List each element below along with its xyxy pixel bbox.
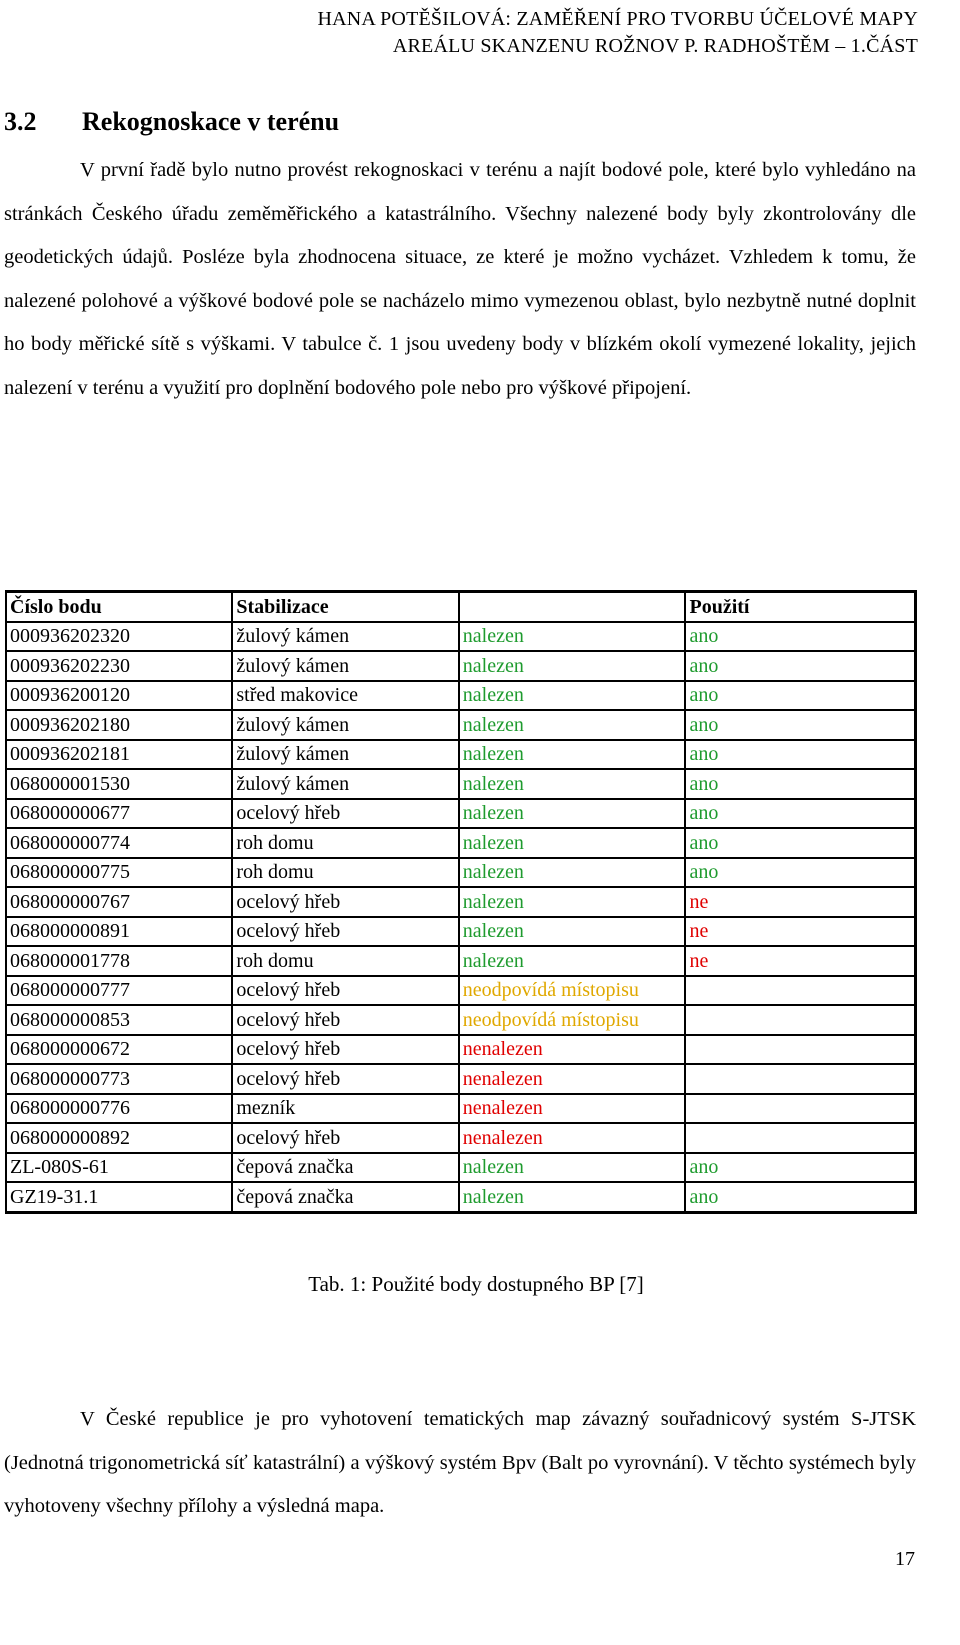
cell-stabilization: roh domu: [232, 946, 458, 976]
cell-point-id: 000936200120: [6, 681, 232, 711]
cell-usage: [685, 1064, 915, 1094]
header-cislo-bodu: Číslo bodu: [6, 592, 232, 622]
table-row: [6, 799, 916, 829]
cell-status: nenalezen: [459, 1123, 686, 1153]
closing-paragraph: V České republice je pro vyhotovení tematických map závazný souřadnicový systém S-JTSK (Jednotná trigonometrická síť katastrální) a výškový systém Bpv (Balt po vyrovnání). V těchto systémech byly vyhotoveny všechny přílohy a výsledná mapa.: [4, 1408, 916, 1517]
table-row: [6, 917, 916, 947]
cell-stabilization: žulový kámen: [232, 740, 458, 770]
cell-status: nalezen: [459, 740, 686, 770]
table-row: [6, 710, 916, 740]
cell-status: nenalezen: [459, 1035, 686, 1065]
table-row: [6, 887, 916, 917]
cell-stabilization: střed makovice: [232, 681, 458, 711]
cell-status: nalezen: [459, 799, 686, 829]
table-row: [6, 681, 916, 711]
cell-stabilization: ocelový hřeb: [232, 799, 458, 829]
cell-point-id: 068000000773: [6, 1064, 232, 1094]
running-header: [317, 6, 918, 60]
cell-point-id: 000936202180: [6, 710, 232, 740]
cell-usage: ano: [685, 828, 915, 858]
cell-status: nalezen: [459, 1182, 686, 1212]
cell-point-id: 000936202230: [6, 651, 232, 681]
cell-usage: [685, 1094, 915, 1124]
cell-status: nalezen: [459, 769, 686, 799]
cell-point-id: 068000001530: [6, 769, 232, 799]
cell-status: nalezen: [459, 828, 686, 858]
cell-stabilization: ocelový hřeb: [232, 1035, 458, 1065]
cell-status: nalezen: [459, 651, 686, 681]
cell-stabilization: ocelový hřeb: [232, 976, 458, 1006]
cell-stabilization: žulový kámen: [232, 769, 458, 799]
cell-usage: ano: [685, 858, 915, 888]
cell-status: nalezen: [459, 710, 686, 740]
cell-stabilization: ocelový hřeb: [232, 917, 458, 947]
table-row: [6, 858, 916, 888]
table-row: [6, 1153, 916, 1183]
cell-point-id: 068000000776: [6, 1094, 232, 1124]
cell-stabilization: ocelový hřeb: [232, 887, 458, 917]
table-row: [6, 740, 916, 770]
cell-usage: [685, 976, 915, 1006]
cell-status: nenalezen: [459, 1094, 686, 1124]
page-number: 17: [895, 1548, 915, 1570]
cell-usage: ano: [685, 740, 915, 770]
table-row: [6, 1094, 916, 1124]
cell-usage: ano: [685, 1153, 915, 1183]
cell-stabilization: roh domu: [232, 858, 458, 888]
cell-point-id: 068000000672: [6, 1035, 232, 1065]
cell-usage: [685, 1035, 915, 1065]
cell-point-id: 068000000677: [6, 799, 232, 829]
cell-usage: ano: [685, 651, 915, 681]
cell-status: neodpovídá místopisu: [459, 976, 686, 1006]
cell-stabilization: žulový kámen: [232, 622, 458, 652]
cell-point-id: 068000000767: [6, 887, 232, 917]
table-row: [6, 976, 916, 1006]
cell-point-id: 068000000853: [6, 1005, 232, 1035]
cell-stabilization: ocelový hřeb: [232, 1005, 458, 1035]
table-header-row: [6, 592, 916, 622]
cell-status: nalezen: [459, 917, 686, 947]
cell-status: nalezen: [459, 622, 686, 652]
cell-status: nalezen: [459, 946, 686, 976]
table-caption: Tab. 1: Použité body dostupného BP [7]: [308, 1272, 644, 1296]
cell-status: neodpovídá místopisu: [459, 1005, 686, 1035]
section-title: Rekognoskace v terénu: [82, 107, 340, 136]
cell-point-id: 000936202320: [6, 622, 232, 652]
header-pouziti: Použití: [685, 592, 915, 622]
table-row: [6, 622, 916, 652]
cell-stabilization: roh domu: [232, 828, 458, 858]
cell-usage: ne: [685, 917, 915, 947]
running-header-line-2: AREÁLU SKANZENU ROŽNOV P. RADHOŠTĚM – 1.ČÁST: [392, 35, 918, 57]
running-header-line-1: HANA POTĚŠILOVÁ: ZAMĚŘENÍ PRO TVORBU ÚČELOVÉ MAPY: [317, 8, 918, 30]
table-row: [6, 1123, 916, 1153]
table-row: [6, 946, 916, 976]
table-row: [6, 1035, 916, 1065]
section-heading: [4, 107, 339, 137]
cell-point-id: 068000000777: [6, 976, 232, 1006]
cell-usage: ne: [685, 887, 915, 917]
cell-stabilization: žulový kámen: [232, 651, 458, 681]
survey-points-table: [5, 590, 917, 1214]
cell-point-id: 068000000892: [6, 1123, 232, 1153]
cell-usage: ano: [685, 1182, 915, 1212]
cell-usage: ano: [685, 769, 915, 799]
table-row: [6, 1182, 916, 1212]
table-body: [6, 622, 916, 1213]
cell-point-id: 068000000774: [6, 828, 232, 858]
cell-stabilization: čepová značka: [232, 1182, 458, 1212]
cell-stabilization: ocelový hřeb: [232, 1123, 458, 1153]
cell-usage: ano: [685, 710, 915, 740]
cell-point-id: 068000001778: [6, 946, 232, 976]
cell-status: nalezen: [459, 887, 686, 917]
cell-status: nalezen: [459, 858, 686, 888]
cell-point-id: 068000000775: [6, 858, 232, 888]
cell-status: nalezen: [459, 1153, 686, 1183]
cell-usage: [685, 1123, 915, 1153]
cell-status: nenalezen: [459, 1064, 686, 1094]
header-stabilizace: Stabilizace: [232, 592, 458, 622]
cell-stabilization: čepová značka: [232, 1153, 458, 1183]
cell-stabilization: ocelový hřeb: [232, 1064, 458, 1094]
cell-point-id: 068000000891: [6, 917, 232, 947]
section-number: 3.2: [4, 107, 37, 136]
table-row: [6, 1005, 916, 1035]
cell-usage: ano: [685, 681, 915, 711]
cell-stabilization: žulový kámen: [232, 710, 458, 740]
cell-point-id: GZ19-31.1: [6, 1182, 232, 1212]
table-row: [6, 828, 916, 858]
header-status: [459, 592, 686, 622]
table-row: [6, 769, 916, 799]
cell-point-id: 000936202181: [6, 740, 232, 770]
cell-usage: ne: [685, 946, 915, 976]
cell-status: nalezen: [459, 681, 686, 711]
intro-paragraph: V první řadě bylo nutno provést rekognoskaci v terénu a najít bodové pole, které bylo vyhledáno na stránkách Českého úřadu zeměměřického a katastrálního. Všechny nalezené body byly zkontrolovány dle geodetických údajů. Posléze byla zhodnocena situace, ze které je možno vycházet. Vzhledem k tomu, že nalezené polohové a výškové bodové pole se nacházelo mimo vymezenou oblast, bylo nezbytně nutné doplnit ho body měřické sítě s výškami. V tabulce č. 1 jsou uvedeny body v blízkém okolí vymezené lokality, jejich nalezení v terénu a využití pro doplnění bodového pole nebo pro výškové připojení.: [4, 159, 916, 399]
table-row: [6, 1064, 916, 1094]
cell-usage: ano: [685, 799, 915, 829]
cell-usage: ano: [685, 622, 915, 652]
cell-point-id: ZL-080S-61: [6, 1153, 232, 1183]
cell-stabilization: mezník: [232, 1094, 458, 1124]
table-row: [6, 651, 916, 681]
cell-usage: [685, 1005, 915, 1035]
